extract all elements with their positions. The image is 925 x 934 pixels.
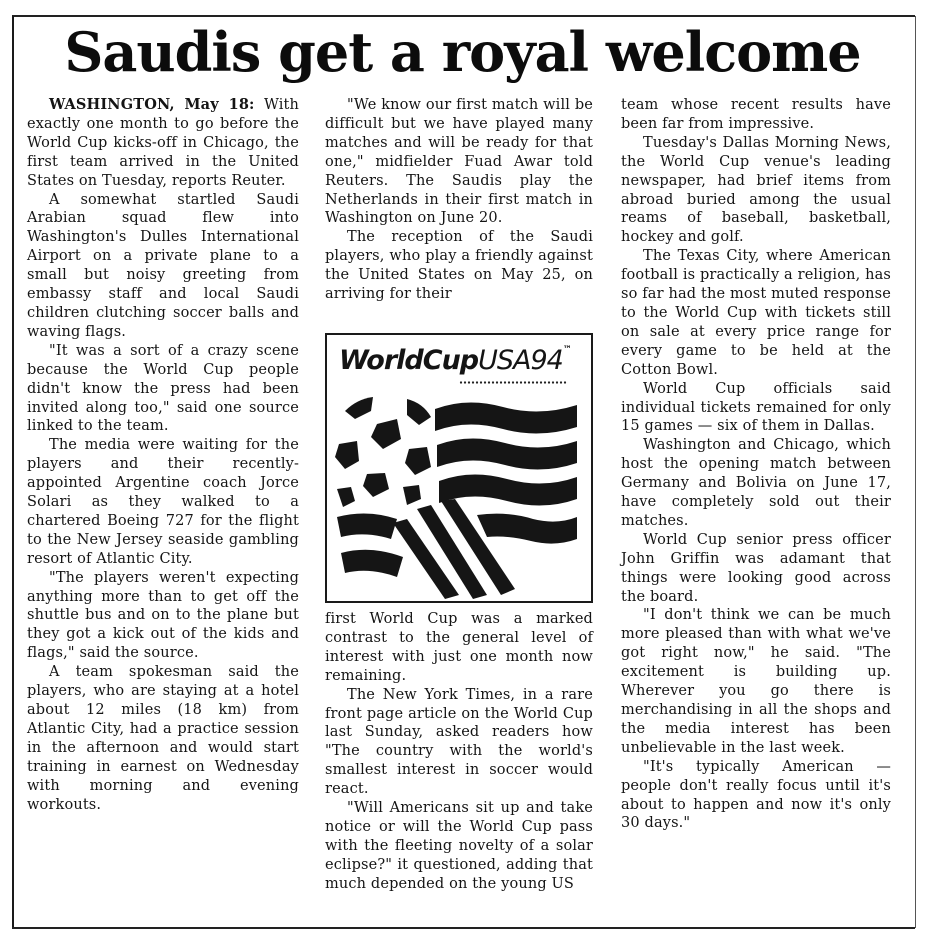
paragraph: "I don't think we can be much more pleased than with what we've got right now," he said. "The excitement is building up. Wherever you go there is merchandising in all the shops and the media interest has been unbelievable in the last week. bbox=[621, 607, 891, 756]
logo-wordmark bbox=[339, 345, 587, 376]
paragraph: A somewhat startled Saudi Arabian squad flew into Washington's Dulles International Airport on a private plane to a small but noisy greeting from embassy staff and local Saudi children clutching soccer balls and waving flags. bbox=[27, 191, 299, 340]
paragraph: first World Cup was a marked contrast to the general level of interest with just one month now remaining. bbox=[325, 611, 593, 684]
soccer-ball-flag-icon bbox=[327, 389, 591, 601]
column-2 bbox=[325, 96, 593, 304]
paragraph bbox=[27, 96, 299, 191]
paragraph: World Cup senior press officer John Griffin was adamant that things were looking good across the board. bbox=[621, 531, 891, 605]
paragraph: The reception of the Saudi players, who play a friendly against the United States on May 25, on arriving for their bbox=[325, 229, 593, 303]
paragraph: World Cup officials said individual tickets remained for only 15 games — six of them in Dallas. bbox=[621, 380, 891, 435]
logo-word-usa94: USA94 bbox=[478, 345, 563, 376]
bottom-rule bbox=[12, 927, 915, 929]
paragraph-text: With exactly one month to go before the World Cup kicks-off in Chicago, the first team arrived in the United States on Tuesday, reports Reuter. bbox=[27, 97, 299, 189]
paragraph: The media were waiting for the players and their recently-appointed Argentine coach Jorce Solari as they walked to a chartered Boeing 727 for the flight to the New Jersey seaside gambling resort of Atlantic City. bbox=[27, 437, 299, 567]
paragraph: "Will Americans sit up and take notice or will the World Cup pass with the fleeting novelty of a solar eclipse?" it questioned, adding that much depended on the young US bbox=[325, 800, 593, 892]
paragraph: Washington and Chicago, which host the opening match between Germany and Bolivia on June 17, have completely sold out their matches. bbox=[621, 437, 891, 529]
paragraph: Tuesday's Dallas Morning News, the World Cup venue's leading newspaper, had brief items from abroad buried among the usual reams of baseball, basketball, hockey and golf. bbox=[621, 134, 891, 246]
logo-word-worldcup: WorldCup bbox=[339, 345, 479, 376]
column-3 bbox=[621, 96, 891, 833]
paragraph: A team spokesman said the players, who are staying at a hotel about 12 miles (18 km) from Atlantic City, had a practice session in the afternoon and would start training in earnest on Wednesday with morning and evening workouts. bbox=[27, 664, 299, 813]
paragraph: team whose recent results have been far from impressive. bbox=[621, 97, 891, 132]
dateline: WASHINGTON, May 18: bbox=[49, 96, 255, 113]
paragraph: The Texas City, where American football is practically a religion, has so far had the most muted response to the World Cup with tickets still on sale at every price range for every game to be held at the Cotton Bowl. bbox=[621, 248, 891, 378]
paragraph: The New York Times, in a rare front page article on the World Cup last Sunday, asked readers how "The country with the world's smallest interest in soccer would react. bbox=[325, 686, 593, 798]
logo-dotted-line bbox=[459, 381, 567, 384]
column-1 bbox=[27, 96, 299, 814]
trademark-symbol: ™ bbox=[562, 345, 571, 355]
paragraph: "We know our first match will be difficult but we have played many matches and will be ready for that one," midfielder Fuad Awar told Reuters. The Saudis play the Netherlands in their first match in Washington on June 20. bbox=[325, 97, 593, 227]
paragraph: "It was a sort of a crazy scene because the World Cup people didn't know the press had been invited along too," said one source linked to the team. bbox=[27, 342, 299, 435]
paragraph: "It's typically American — people don't really focus until it's about to happen and now it's only 30 days." bbox=[621, 758, 891, 832]
paragraph: "The players weren't expecting anything more than to get off the shuttle bus and on to the plane but they got a kick out of the kids and flags," said the source. bbox=[27, 569, 299, 662]
world-cup-logo bbox=[325, 333, 593, 603]
headline: Saudis get a royal welcome bbox=[64, 20, 861, 84]
column-2-continued bbox=[325, 610, 593, 894]
